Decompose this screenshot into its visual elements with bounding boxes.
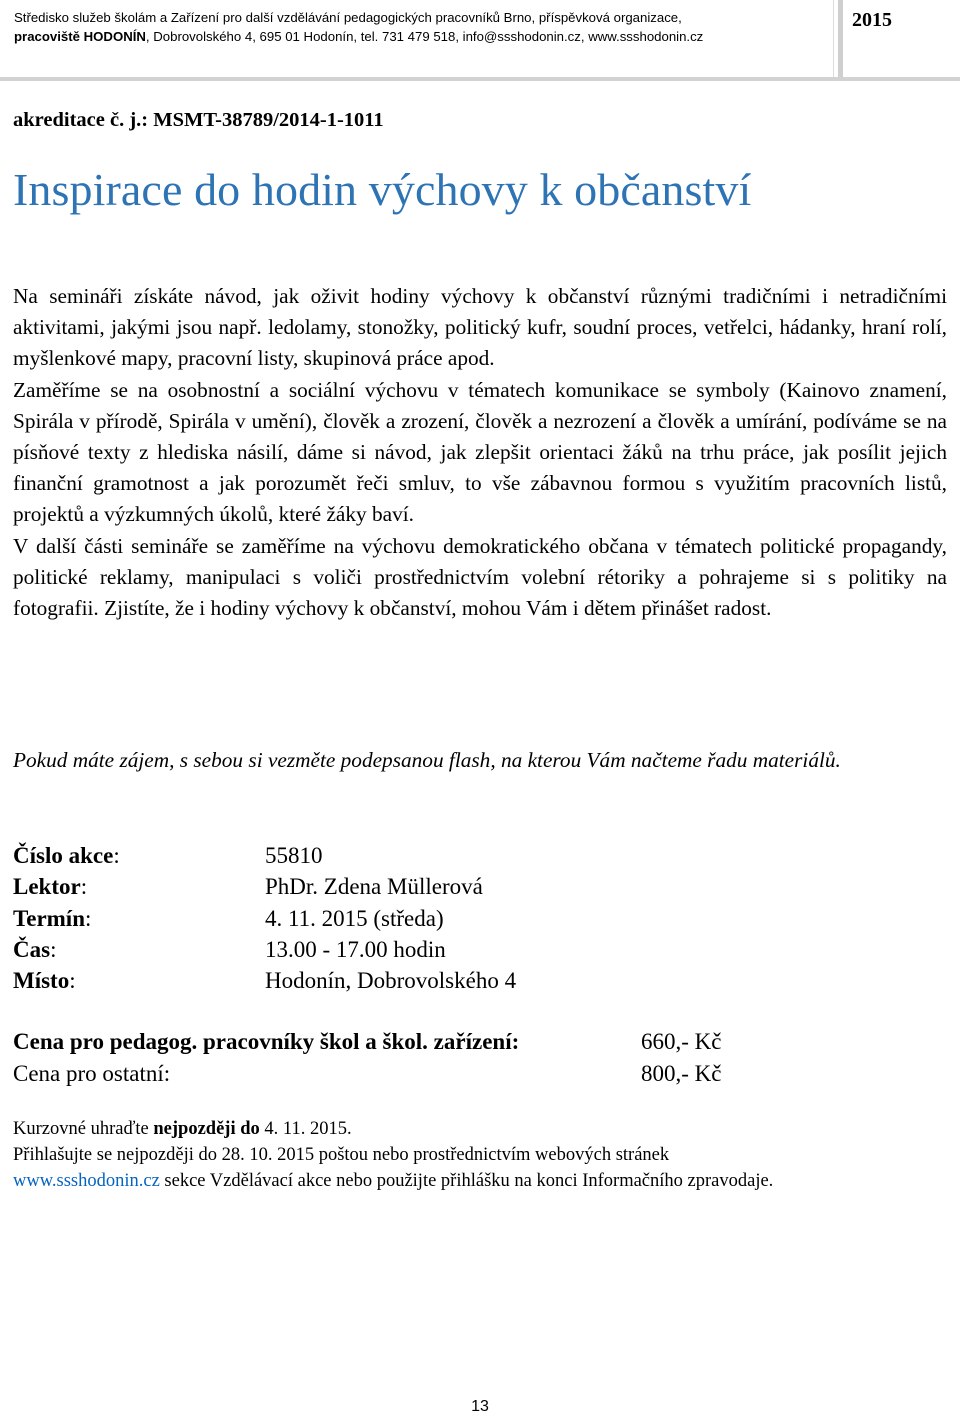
header-workplace: pracoviště HODONÍN — [14, 29, 146, 44]
info-row-lecturer — [13, 871, 516, 902]
info-label: Číslo akce: — [13, 843, 120, 868]
event-info — [13, 840, 516, 996]
description-paragraph: Na semináři získáte návod, jak oživit hodiny výchovy k občanství různými tradičními i netradičními aktivitami, jakými jsou např. ledolamy, stonožky, politický kufr, soudní proces, vetřelci, hádanky, hraní rolí, myšlenkové mapy, pracovní listy, skupinová práce apod. — [13, 284, 947, 371]
website-link[interactable]: www.ssshodonin.cz — [13, 1171, 160, 1191]
info-label: Čas: — [13, 936, 57, 962]
price-value: 660,- Kč — [641, 1029, 722, 1054]
info-row-place — [13, 965, 516, 996]
info-value: 55810 — [265, 843, 323, 868]
price-row-others — [13, 1058, 721, 1090]
price-list — [13, 1026, 721, 1090]
info-value: PhDr. Zdena Müllerová — [265, 874, 483, 900]
header-rule — [0, 77, 960, 81]
header-divider — [838, 0, 843, 78]
info-label: Lektor: — [13, 874, 88, 900]
info-row-date — [13, 903, 516, 934]
accreditation-number: akreditace č. j.: MSMT-38789/2014-1-1011 — [13, 109, 384, 131]
info-value: 13.00 - 17.00 hodin — [265, 936, 446, 962]
info-row-time — [13, 934, 516, 965]
price-row-teachers — [13, 1026, 721, 1058]
registration-web: www.ssshodonin.cz sekce Vzdělávací akce nebo použijte přihlášku na konci Informačního zpravodaje. — [13, 1171, 774, 1191]
price-label: Cena pro pedagog. pracovníky škol a škol. zařízení: — [13, 1029, 520, 1054]
description-paragraph: Zaměříme se na osobnostní a sociální výchovu v tématech komunikace se symboly (Kainovo znamení, Spirála v přírodě, Spirála v umění), člověk a zrození, člověk a nezrození a člověk a umírání, podíváme se na písňové texty z hlediska násilí, dáme si návod, jak zlepšit orientaci žáků na trhu práce, jak posílit jejich finanční gramotnost a jak porozumět řeči smluv, to vše zábavnou formou s využitím pracovních listů, projektů a výzkumných úkolů, které žáky baví. — [13, 377, 947, 527]
info-label: Místo: — [13, 968, 76, 994]
info-label: Termín: — [13, 905, 92, 931]
page-header — [0, 0, 960, 80]
header-text — [14, 8, 834, 46]
page-title: Inspirace do hodin výchovy k občanství — [13, 164, 752, 215]
info-value: Hodonín, Dobrovolského 4 — [265, 968, 517, 994]
header-organization: Středisko služeb školám a Zařízení pro další vzdělávání pedagogických pracovníků Brno, příspěvková organizace, — [14, 10, 682, 25]
price-value: 800,- Kč — [641, 1061, 722, 1086]
info-row-event-number — [13, 840, 516, 871]
registration-deadline: Přihlašujte se nejpozději do 28. 10. 2015 poštou nebo prostřednictvím webových stránek — [13, 1145, 670, 1165]
price-label: Cena pro ostatní: — [13, 1061, 171, 1086]
description — [13, 281, 947, 624]
header-contact — [14, 27, 834, 46]
header-year: 2015 — [852, 9, 892, 31]
page-number: 13 — [471, 1398, 489, 1415]
payment-deadline: Kurzovné uhraďte nejpozději do 4. 11. 2015. — [13, 1119, 352, 1139]
flash-drive-note: Pokud máte zájem, s sebou si vezměte podepsanou flash, na kterou Vám načteme řadu materiálů. — [13, 748, 841, 772]
header-divider-thin — [833, 0, 834, 78]
info-value: 4. 11. 2015 (středa) — [265, 905, 444, 931]
header-address: , Dobrovolského 4, 695 01 Hodonín, tel. 731 479 518, info@ssshodonin.cz, www.ssshodonin.cz — [145, 29, 704, 44]
registration-info — [13, 1116, 953, 1194]
description-paragraph: V další části semináře se zaměříme na výchovu demokratického občana v tématech politické propagandy, politické reklamy, manipulaci s voliči prostřednictvím volební rétoriky a pohrajeme si s politiky na fotografii. Zjistíte, že i hodiny výchovy k občanství, mohou Vám i dětem přinášet radost. — [13, 533, 947, 621]
